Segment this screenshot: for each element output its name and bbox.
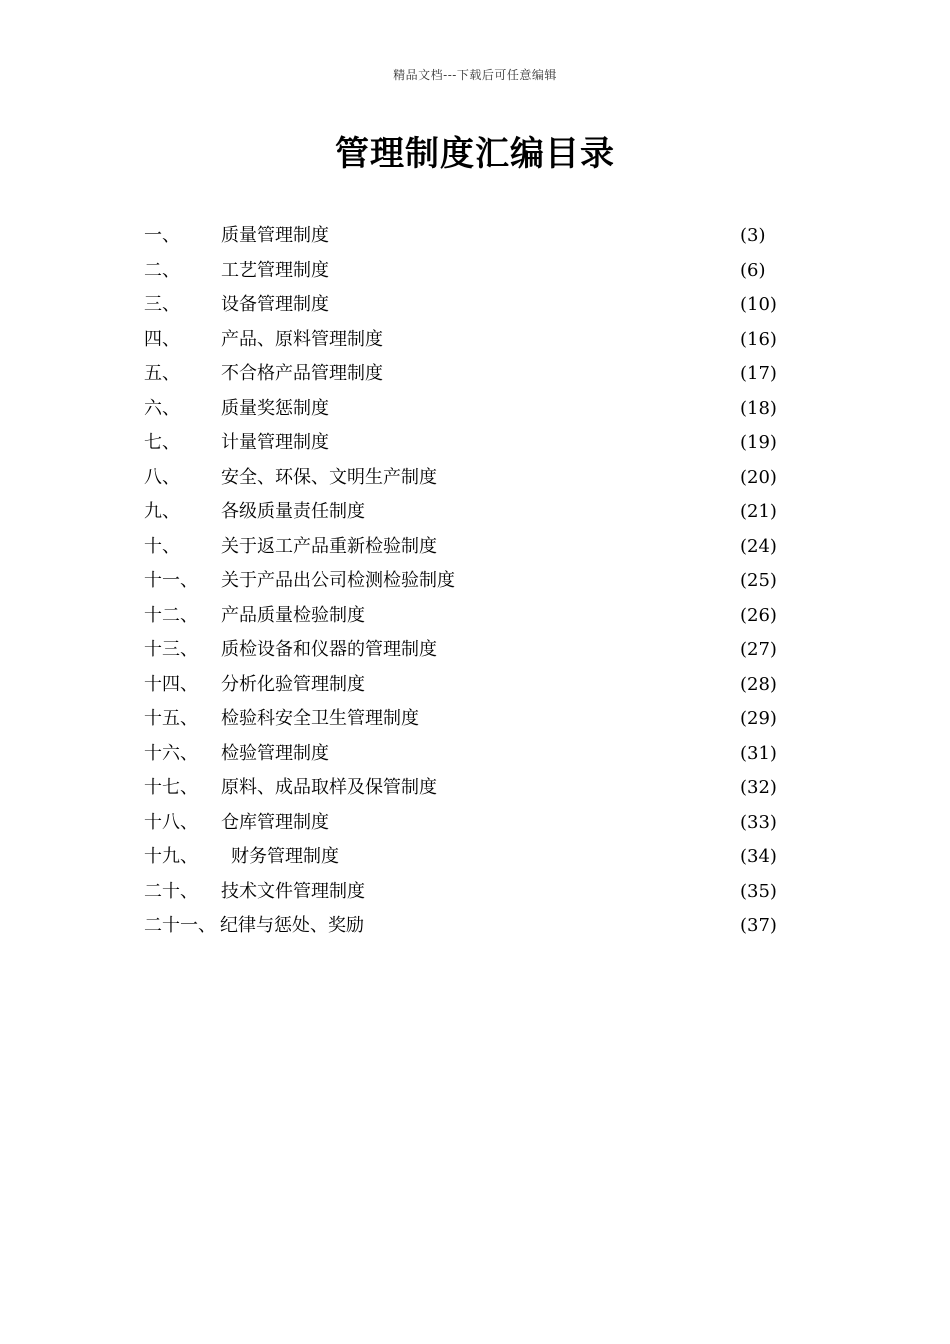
toc-entry-number: 十五、 <box>144 708 198 729</box>
toc-entry-page: (31) <box>740 742 777 764</box>
toc-entry-number: 三、 <box>144 294 180 315</box>
toc-entry-title: 财务管理制度 <box>231 846 339 867</box>
toc-entry-page: (3) <box>740 225 766 246</box>
table-of-contents <box>144 219 784 944</box>
toc-entry-page: (21) <box>740 501 777 522</box>
toc-entry-page: (25) <box>740 570 777 591</box>
toc-entry-title: 质量奖惩制度 <box>221 397 329 419</box>
toc-entry-number: 七、 <box>144 432 180 453</box>
toc-entry[interactable] <box>144 392 784 427</box>
toc-entry-title: 工艺管理制度 <box>221 259 329 281</box>
toc-entry[interactable] <box>144 909 784 944</box>
toc-entry-number: 十一、 <box>144 570 198 591</box>
page-header: 精品文档---下载后可任意编辑 <box>393 68 557 82</box>
toc-entry-title: 技术文件管理制度 <box>221 880 365 902</box>
toc-entry-title: 检验科安全卫生管理制度 <box>221 708 419 729</box>
toc-entry-title: 计量管理制度 <box>221 432 329 453</box>
toc-entry-number: 十三、 <box>144 639 198 660</box>
toc-entry-number: 九、 <box>144 501 180 522</box>
toc-entry-page: (35) <box>740 880 777 902</box>
toc-entry[interactable] <box>144 495 784 530</box>
toc-entry-title: 质检设备和仪器的管理制度 <box>221 639 437 660</box>
toc-entry-title: 分析化验管理制度 <box>221 673 365 695</box>
toc-entry-number: 六、 <box>144 397 180 419</box>
toc-entry[interactable] <box>144 875 784 910</box>
toc-entry-number: 二十一、 <box>144 915 216 936</box>
toc-entry-page: (33) <box>740 811 777 833</box>
toc-entry-number: 十、 <box>144 535 180 557</box>
toc-entry-title: 安全、环保、文明生产制度 <box>221 466 437 488</box>
toc-entry-page: (27) <box>740 639 777 660</box>
toc-entry-page: (6) <box>740 259 766 281</box>
toc-entry-page: (10) <box>740 294 777 315</box>
toc-entry-title: 质量管理制度 <box>221 225 329 246</box>
toc-entry-title: 仓库管理制度 <box>221 811 329 833</box>
toc-entry-number: 一、 <box>144 225 180 246</box>
toc-entry-page: (18) <box>740 397 777 419</box>
toc-entry[interactable] <box>144 771 784 806</box>
toc-entry-title: 不合格产品管理制度 <box>221 363 383 384</box>
toc-entry-number: 五、 <box>144 363 180 384</box>
toc-entry-page: (29) <box>740 708 777 729</box>
toc-entry-number: 十二、 <box>144 604 198 626</box>
toc-entry-number: 十六、 <box>144 742 198 764</box>
toc-entry-page: (37) <box>740 915 777 936</box>
toc-entry[interactable] <box>144 219 784 254</box>
toc-entry-title: 设备管理制度 <box>221 294 329 315</box>
toc-entry[interactable] <box>144 840 784 875</box>
toc-entry[interactable] <box>144 530 784 565</box>
toc-entry-number: 十八、 <box>144 811 198 833</box>
toc-entry-page: (32) <box>740 777 777 798</box>
toc-entry-title: 产品质量检验制度 <box>221 604 365 626</box>
toc-entry-title: 原料、成品取样及保管制度 <box>221 777 437 798</box>
toc-entry-page: (28) <box>740 673 777 695</box>
toc-entry[interactable] <box>144 461 784 496</box>
toc-entry-page: (16) <box>740 328 777 350</box>
toc-entry[interactable] <box>144 288 784 323</box>
toc-entry[interactable] <box>144 323 784 358</box>
toc-entry-title: 产品、原料管理制度 <box>221 328 383 350</box>
toc-entry[interactable] <box>144 806 784 841</box>
toc-entry[interactable] <box>144 633 784 668</box>
toc-entry-number: 二、 <box>144 259 180 281</box>
toc-entry-number: 十七、 <box>144 777 198 798</box>
toc-entry-title: 纪律与惩处、奖励 <box>220 915 364 936</box>
toc-entry-page: (24) <box>740 535 777 557</box>
toc-entry-title: 检验管理制度 <box>221 742 329 764</box>
toc-entry[interactable] <box>144 599 784 634</box>
toc-entry[interactable] <box>144 668 784 703</box>
toc-entry[interactable] <box>144 564 784 599</box>
page-title: 管理制度汇编目录 <box>335 134 615 174</box>
toc-entry-page: (17) <box>740 363 777 384</box>
toc-entry-number: 十四、 <box>144 673 198 695</box>
toc-entry-page: (34) <box>740 846 777 867</box>
toc-entry-number: 四、 <box>144 328 180 350</box>
toc-entry-number: 八、 <box>144 466 180 488</box>
toc-entry[interactable] <box>144 737 784 772</box>
toc-entry[interactable] <box>144 254 784 289</box>
toc-entry[interactable] <box>144 426 784 461</box>
toc-entry-number: 二十、 <box>144 880 198 902</box>
toc-entry-title: 各级质量责任制度 <box>221 501 365 522</box>
toc-entry[interactable] <box>144 702 784 737</box>
toc-entry[interactable] <box>144 357 784 392</box>
toc-entry-page: (26) <box>740 604 777 626</box>
toc-entry-number: 十九、 <box>144 846 198 867</box>
toc-entry-page: (19) <box>740 432 777 453</box>
toc-entry-title: 关于产品出公司检测检验制度 <box>221 570 455 591</box>
toc-entry-page: (20) <box>740 466 777 488</box>
toc-entry-title: 关于返工产品重新检验制度 <box>221 535 437 557</box>
